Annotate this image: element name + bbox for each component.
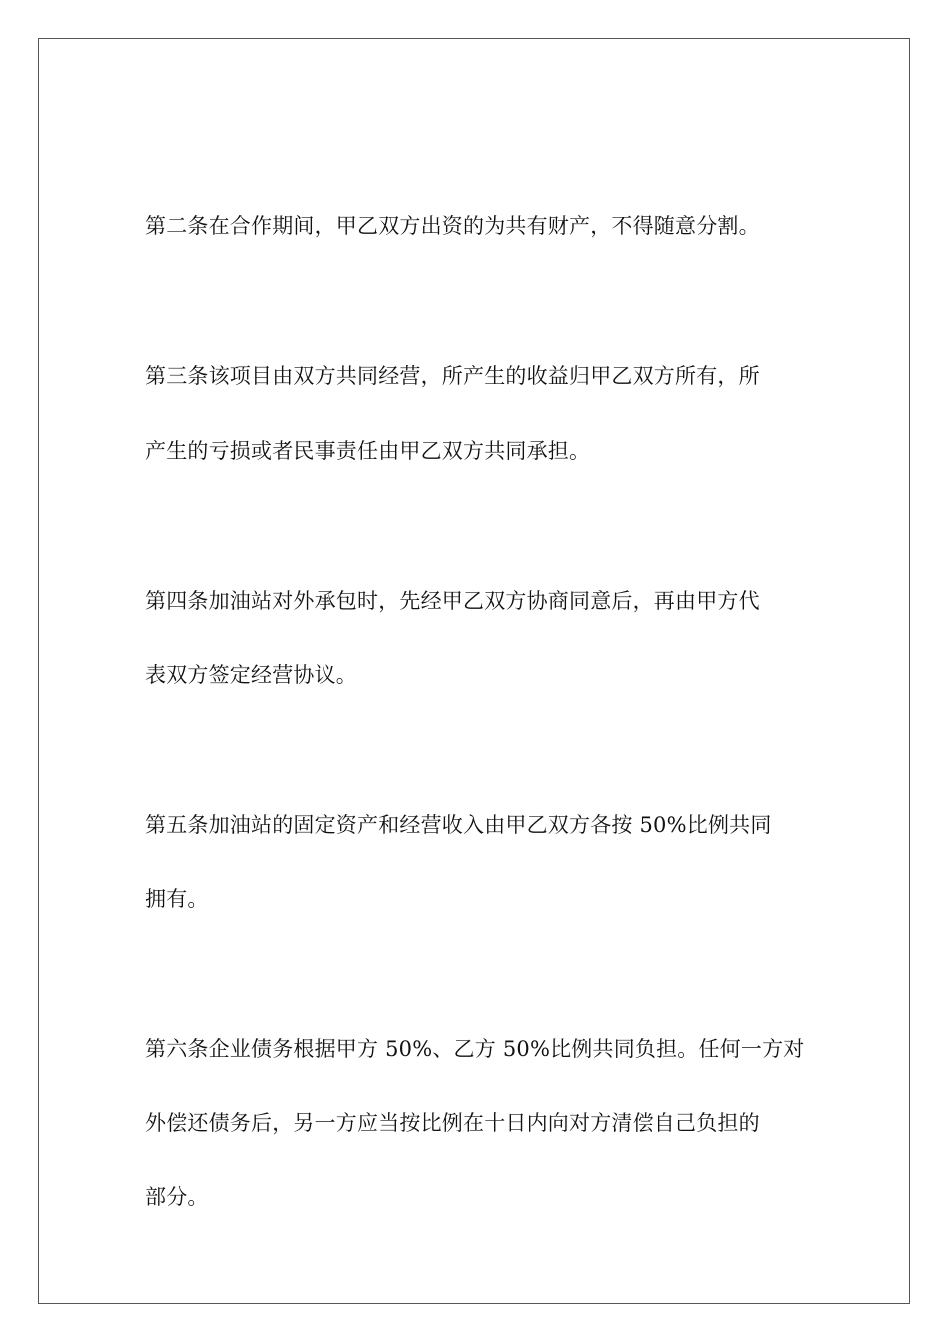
paragraph-article-6-line-1: 第六条企业债务根据甲方 50%、乙方 50%比例共同负担。任何一方对	[145, 1037, 805, 1061]
paragraph-article-4-line-1: 第四条加油站对外承包时，先经甲乙双方协商同意后，再由甲方代	[145, 589, 760, 613]
paragraph-article-3-line-1: 第三条该项目由双方共同经营，所产生的收益归甲乙双方所有，所	[145, 364, 760, 388]
paragraph-article-4-line-2: 表双方签定经营协议。	[145, 663, 357, 687]
paragraph-article-2-line-1: 第二条在合作期间，甲乙双方出资的为共有财产，不得随意分割。	[145, 214, 760, 238]
paragraph-article-5-line-1: 第五条加油站的固定资产和经营收入由甲乙双方各按 50%比例共同	[145, 813, 772, 837]
paragraph-article-6-line-2: 外偿还债务后，另一方应当按比例在十日内向对方清偿自己负担的	[145, 1111, 760, 1135]
paragraph-article-6-line-3: 部分。	[145, 1185, 209, 1209]
paragraph-article-3-line-2: 产生的亏损或者民事责任由甲乙双方共同承担。	[145, 439, 591, 463]
paragraph-article-5-line-2: 拥有。	[145, 887, 209, 911]
